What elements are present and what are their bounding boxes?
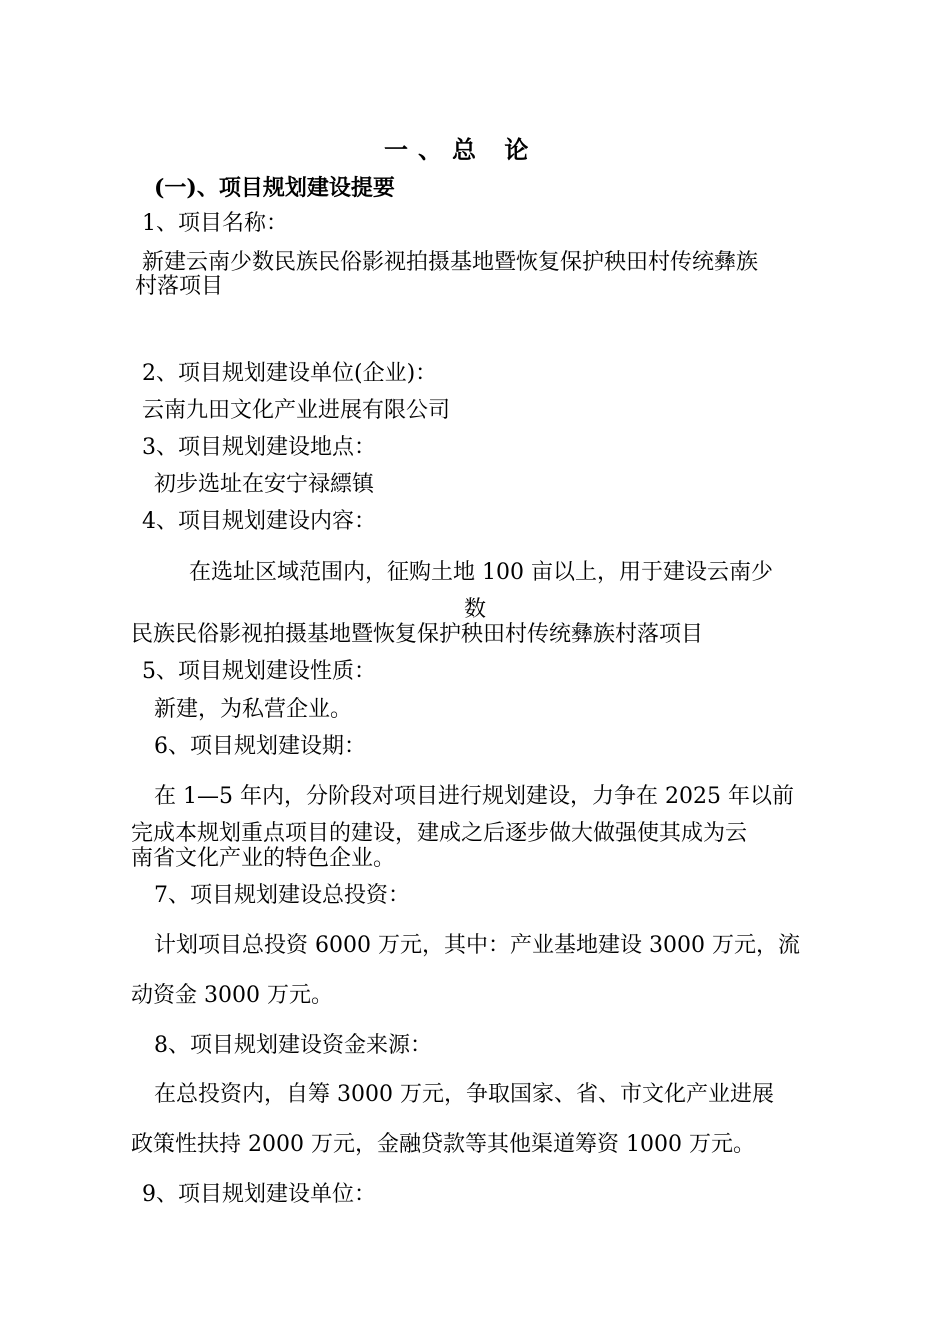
item-1-line-1: 新建云南少数民族民俗影视拍摄基地暨恢复保护秧田村传统彝族 — [142, 250, 759, 275]
item-8-heading: 8、项目规划建设资金来源： — [154, 1033, 432, 1058]
item-4-heading: 4、项目规划建设内容： — [142, 509, 376, 534]
item-1-line-2: 村落项目 — [135, 274, 224, 299]
item-6-line-2: 完成本规划重点项目的建设，建成之后逐步做大做强使其成为云 — [131, 821, 748, 846]
item-7-line-1: 计划项目总投资 6000 万元，其中：产业基地建设 3000 万元，流 — [154, 933, 800, 958]
item-4-line-2: 数 — [464, 597, 487, 622]
item-5-heading: 5、项目规划建设性质： — [142, 659, 376, 684]
item-9-heading: 9、项目规划建设单位： — [142, 1182, 376, 1207]
doc-title: 一、总 论 — [384, 135, 539, 164]
section-heading: (一)、项目规划建设提要 — [154, 175, 395, 201]
item-7-line-2: 动资金 3000 万元。 — [131, 983, 333, 1008]
item-6-heading: 6、项目规划建设期： — [154, 734, 366, 759]
item-6-line-3: 南省文化产业的特色企业。 — [131, 846, 396, 871]
item-2-line-1: 云南九田文化产业进展有限公司 — [142, 398, 451, 423]
item-7-heading: 7、项目规划建设总投资： — [154, 883, 410, 908]
item-6-line-1: 在 1—5 年内，分阶段对项目进行规划建设，力争在 2025 年以前 — [154, 784, 794, 809]
item-8-line-2: 政策性扶持 2000 万元，金融贷款等其他渠道筹资 1000 万元。 — [131, 1132, 755, 1157]
item-4-line-1: 在选址区域范围内，征购土地 100 亩以上，用于建设云南少 — [189, 560, 773, 585]
item-1-heading: 1、项目名称： — [142, 211, 288, 236]
item-3-heading: 3、项目规划建设地点： — [142, 435, 376, 460]
item-8-line-1: 在总投资内，自筹 3000 万元，争取国家、省、市文化产业进展 — [154, 1082, 774, 1107]
item-4-line-3: 民族民俗影视拍摄基地暨恢复保护秧田村传统彝族村落项目 — [131, 622, 704, 647]
item-2-heading: 2、项目规划建设单位(企业)： — [142, 361, 438, 386]
item-5-line-1: 新建，为私营企业。 — [154, 697, 353, 722]
item-3-line-1: 初步选址在安宁禄縹镇 — [154, 472, 375, 497]
